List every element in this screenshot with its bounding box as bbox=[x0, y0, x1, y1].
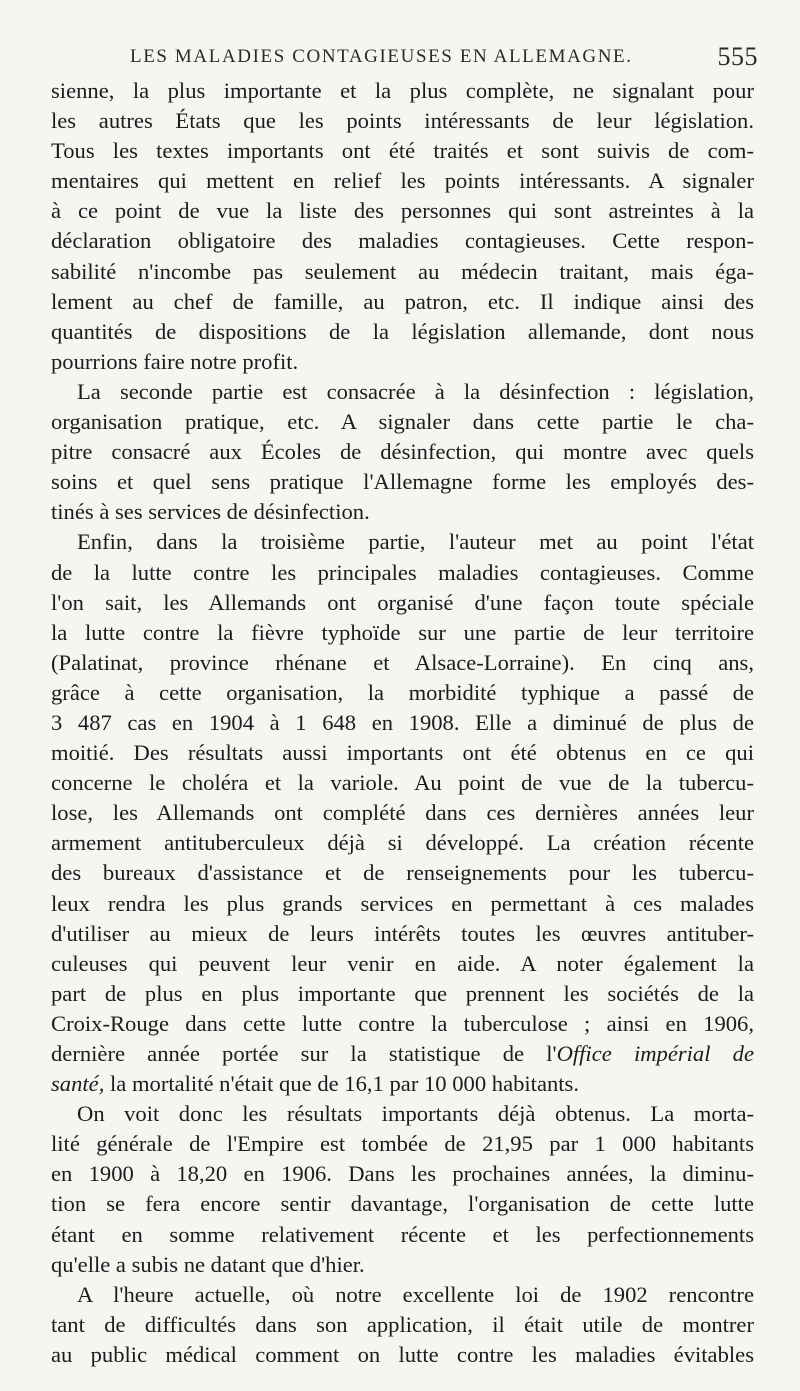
text-run: l'on sait, les Allemands ont organisé d'une façon toute spéciale bbox=[51, 589, 754, 615]
text-line bbox=[51, 136, 754, 166]
text-run: les autres États que les points intéressants de leur législation. bbox=[51, 108, 754, 134]
text-run: étant en somme relativement récente et les perfectionnements bbox=[51, 1221, 754, 1247]
text-run: tant de difficultés dans son application, il était utile de montrer bbox=[51, 1311, 754, 1337]
italic-text-run: Office impérial de bbox=[556, 1041, 755, 1066]
text-run: la mortalité n'était que de 16,1 par 10 000 habitants. bbox=[104, 1071, 579, 1097]
text-run: en 1900 à 18,20 en 1906. Dans les prochaines années, la diminu- bbox=[51, 1161, 754, 1187]
text-run: (Palatinat, province rhénane et Alsace-Lorraine). En cinq ans, bbox=[51, 649, 754, 675]
text-line bbox=[51, 1189, 754, 1219]
text-line bbox=[51, 257, 754, 287]
text-line bbox=[51, 1250, 754, 1280]
text-line bbox=[51, 618, 754, 648]
text-line bbox=[51, 768, 754, 798]
text-run: tion se fera encore sentir davantage, l'organisation de cette lutte bbox=[51, 1191, 754, 1217]
text-run: des bureaux d'assistance et de renseignements pour les tubercu- bbox=[51, 860, 754, 886]
text-line bbox=[51, 558, 754, 588]
text-run: dernière année portée sur la statistique de l' bbox=[51, 1041, 557, 1066]
text-run: la lutte contre la fièvre typhoïde sur une partie de leur territoire bbox=[51, 619, 754, 645]
text-run: déclaration obligatoire des maladies contagieuses. Cette respon- bbox=[51, 228, 754, 254]
text-line bbox=[51, 1310, 754, 1340]
text-line bbox=[51, 1069, 754, 1099]
text-line bbox=[51, 979, 754, 1009]
text-line bbox=[51, 437, 754, 467]
text-run: au public médical comment on lutte contre les maladies évitables bbox=[51, 1341, 754, 1367]
text-run: armement antituberculeux déjà si développé. La création récente bbox=[51, 830, 754, 856]
text-run: Tous les textes importants ont été traités et sont suivis de com- bbox=[51, 138, 754, 164]
text-run: On voit donc les résultats importants déjà obtenus. La morta- bbox=[77, 1101, 754, 1127]
text-line bbox=[51, 1099, 754, 1129]
text-line bbox=[51, 798, 754, 828]
text-line bbox=[51, 889, 754, 919]
text-line bbox=[51, 287, 754, 317]
text-line bbox=[51, 588, 754, 618]
text-line bbox=[51, 678, 754, 708]
text-run: quantités de dispositions de la législation allemande, dont nous bbox=[51, 318, 754, 344]
text-line bbox=[51, 377, 754, 407]
text-run: organisation pratique, etc. A signaler dans cette partie le cha- bbox=[51, 409, 754, 435]
text-line bbox=[51, 708, 754, 738]
text-line bbox=[51, 347, 754, 377]
text-run: Croix-Rouge dans cette lutte contre la tuberculose ; ainsi en 1906, bbox=[51, 1010, 754, 1036]
text-line bbox=[51, 1009, 754, 1039]
text-line bbox=[51, 949, 754, 979]
text-run: Enfin, dans la troisième partie, l'auteur met au point l'état bbox=[77, 529, 754, 555]
running-title: LES MALADIES CONTAGIEUSES EN ALLEMAGNE. bbox=[130, 46, 633, 67]
text-run: qu'elle a subis ne datant que d'hier. bbox=[51, 1251, 365, 1277]
text-line bbox=[51, 497, 754, 527]
text-line bbox=[51, 1220, 754, 1250]
text-run: lose, les Allemands ont complété dans ces dernières années leur bbox=[51, 800, 754, 826]
text-run: soins et quel sens pratique l'Allemagne forme les employés des- bbox=[51, 469, 754, 495]
text-line bbox=[51, 317, 754, 347]
text-run: lité générale de l'Empire est tombée de 21,95 par 1 000 habitants bbox=[51, 1131, 754, 1157]
text-line bbox=[51, 1159, 754, 1189]
text-line bbox=[51, 858, 754, 888]
text-run: à ce point de vue la liste des personnes qui sont astreintes à la bbox=[51, 198, 754, 224]
text-line bbox=[51, 407, 754, 437]
text-run: sienne, la plus importante et la plus complète, ne signalant pour bbox=[51, 78, 754, 103]
text-run: mentaires qui mettent en relief les points intéressants. A signaler bbox=[51, 168, 754, 194]
text-line bbox=[51, 919, 754, 949]
text-run: sabilité n'incombe pas seulement au médecin traitant, mais éga- bbox=[51, 258, 754, 284]
text-run: leux rendra les plus grands services en permettant à ces malades bbox=[51, 890, 754, 916]
text-run: pitre consacré aux Écoles de désinfection, qui montre avec quels bbox=[51, 439, 754, 465]
body-text bbox=[51, 76, 754, 1370]
text-run: pourrions faire notre profit. bbox=[51, 348, 299, 374]
text-run: grâce à cette organisation, la morbidité typhique a passé de bbox=[51, 679, 754, 705]
text-line bbox=[51, 1039, 754, 1069]
text-line bbox=[51, 1340, 754, 1370]
text-line bbox=[51, 226, 754, 256]
text-run: La seconde partie est consacrée à la désinfection : législation, bbox=[77, 378, 754, 404]
text-run: lement au chef de famille, au patron, etc. Il indique ainsi des bbox=[51, 288, 754, 314]
text-run: d'utiliser au mieux de leurs intérêts toutes les œuvres antituber- bbox=[51, 920, 754, 946]
text-run: part de plus en plus importante que prennent les sociétés de la bbox=[51, 980, 754, 1006]
text-run: A l'heure actuelle, où notre excellente loi de 1902 rencontre bbox=[77, 1281, 754, 1307]
italic-text-run: santé, bbox=[51, 1071, 105, 1097]
text-line bbox=[51, 828, 754, 858]
text-line bbox=[51, 527, 754, 557]
text-line bbox=[51, 166, 754, 196]
text-line bbox=[51, 1280, 754, 1310]
text-line bbox=[51, 196, 754, 226]
text-run: tinés à ses services de désinfection. bbox=[51, 499, 370, 525]
text-run: moitié. Des résultats aussi importants ont été obtenus en ce qui bbox=[51, 740, 754, 766]
text-run: culeuses qui peuvent leur venir en aide. A noter également la bbox=[51, 950, 754, 976]
running-head bbox=[130, 40, 758, 74]
text-line bbox=[51, 106, 754, 136]
text-run: de la lutte contre les principales maladies contagieuses. Comme bbox=[51, 559, 754, 585]
text-line bbox=[51, 648, 754, 678]
text-line bbox=[51, 467, 754, 497]
text-line bbox=[51, 76, 754, 106]
text-line bbox=[51, 738, 754, 768]
text-run: 3 487 cas en 1904 à 1 648 en 1908. Elle a diminué de plus de bbox=[51, 709, 754, 735]
text-line bbox=[51, 1129, 754, 1159]
text-run: concerne le choléra et la variole. Au point de vue de la tubercu- bbox=[51, 770, 754, 796]
page-number: 555 bbox=[717, 42, 758, 71]
